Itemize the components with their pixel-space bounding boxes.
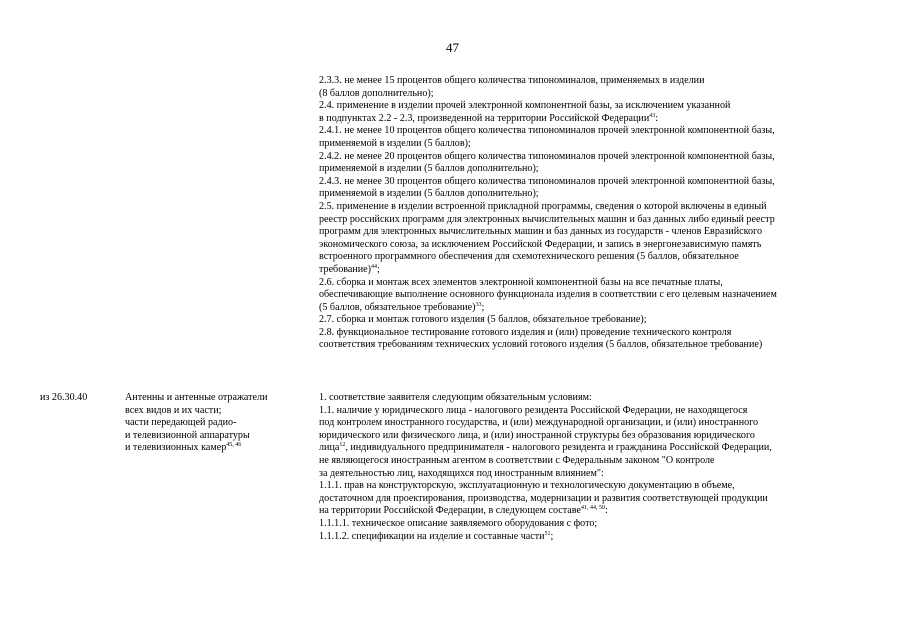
- line-text: 2.5. применение в изделии встроенной прикладной программы, сведения о которой включены в единый: [319, 200, 767, 212]
- line-text: достаточном для проектирования, производства, модернизации и развития соответствующей продукции: [319, 492, 768, 504]
- line-text: 2.4. применение в изделии прочей электронной компонентной базы, за исключением указанной: [319, 100, 731, 112]
- line-text: экономического союза, за исключением Российской Федерации, и запись в энергонезависимую память: [319, 238, 762, 250]
- criteria-line: [319, 151, 879, 164]
- product-code: из 26.30.40: [40, 392, 88, 403]
- line-text: части передающей радио-: [125, 417, 237, 429]
- line-text: на территории Российской Федерации, в следующем составе: [319, 505, 581, 517]
- line-text: 2.8. функциональное тестирование готового изделия и (или) проведение технического контроля: [319, 326, 732, 338]
- line-text: и телевизионной аппаратуры: [125, 429, 250, 441]
- condition-line: [319, 531, 879, 544]
- line-text: применяемой в изделии (5 баллов);: [319, 137, 471, 149]
- line-text: 2.6. сборка и монтаж всех элементов электронной компонентной базы на все печатные платы,: [319, 276, 723, 288]
- condition-line: [319, 417, 879, 430]
- criteria-line: [319, 289, 879, 302]
- line-text: 1. соответствие заявителя следующим обязательным условиям:: [319, 392, 592, 403]
- line-text: (8 баллов дополнительно);: [319, 87, 434, 99]
- product-line: [125, 392, 300, 405]
- footnote-ref: 51: [544, 530, 551, 537]
- condition-line: [319, 480, 879, 493]
- criteria-line: [319, 75, 879, 88]
- line-text: (5 баллов, обязательное требование): [319, 301, 476, 313]
- condition-line: [319, 392, 879, 405]
- line-text: требование): [319, 263, 372, 275]
- footnote-ref: 12: [339, 442, 346, 449]
- criteria-line: [319, 163, 879, 176]
- line-text: реестр российских программ для электронных вычислительных машин и баз данных либо единый реестр: [319, 213, 775, 225]
- criteria-line: [319, 251, 879, 264]
- page-number: 47: [446, 40, 459, 55]
- line-tail: ;: [377, 263, 380, 275]
- line-text: 2.4.1. не менее 10 процентов общего количества типономиналов прочей электронной компонентной базы,: [319, 125, 775, 137]
- criteria-line: [319, 201, 879, 214]
- criteria-line: [319, 125, 879, 138]
- line-text: применяемой в изделии (5 баллов дополнительно);: [319, 163, 539, 175]
- condition-line: [319, 442, 879, 455]
- condition-line: [319, 455, 879, 468]
- criteria-line: [319, 327, 879, 340]
- conditions-block: [319, 392, 879, 543]
- footnote-ref: 43: [649, 112, 656, 119]
- line-text: 1.1.1.2. спецификации на изделие и составные части: [319, 530, 545, 542]
- criteria-line: [319, 113, 879, 126]
- line-text: соответствия требованиям технических условий готового изделия (5 баллов, обязательное требование): [319, 339, 763, 351]
- line-text: за деятельностью лиц, находящихся под иностранным влиянием":: [319, 467, 604, 479]
- criteria-line: [319, 138, 879, 151]
- line-text: 1.1.1. прав на конструкторскую, эксплуатационную и технологическую документацию в объеме,: [319, 480, 735, 492]
- criteria-line: [319, 264, 879, 277]
- criteria-line: [319, 188, 879, 201]
- line-text: встроенного программного обеспечения для схемотехнического решения (5 баллов, обязательное: [319, 251, 739, 263]
- footnote-ref: 45, 46: [226, 442, 242, 449]
- line-text: 2.4.2. не менее 20 процентов общего количества типономиналов прочей электронной компонентной базы,: [319, 150, 775, 162]
- upper-criteria-block: [319, 75, 879, 352]
- criteria-line: [319, 226, 879, 239]
- line-tail: , индивидуального предпринимателя - налогового резидента и гражданина Российской Федерации,: [345, 442, 772, 454]
- condition-line: [319, 493, 879, 506]
- line-text: и телевизионных камер: [125, 442, 227, 454]
- line-text: в подпунктах 2.2 - 2.3, произведенной на территории Российской Федерации: [319, 112, 650, 124]
- criteria-line: [319, 88, 879, 101]
- criteria-line: [319, 214, 879, 227]
- condition-line: [319, 505, 879, 518]
- criteria-line: [319, 302, 879, 315]
- line-text: 2.3.3. не менее 15 процентов общего количества типономиналов, применяемых в изделии: [319, 75, 705, 86]
- product-line: [125, 405, 300, 418]
- condition-line: [319, 405, 879, 418]
- criteria-line: [319, 339, 879, 352]
- condition-line: [319, 468, 879, 481]
- condition-line: [319, 430, 879, 443]
- line-text: под контролем иностранного государства, и (или) международной организации, и (или) иностранного: [319, 417, 759, 429]
- line-text: 1.1. наличие у юридического лица - налогового резидента Российской Федерации, не находящегося: [319, 404, 748, 416]
- criteria-line: [319, 239, 879, 252]
- criteria-line: [319, 176, 879, 189]
- footnote-ref: 41, 44, 50: [580, 505, 605, 512]
- line-tail: :: [604, 505, 608, 517]
- footnote-ref: 44: [371, 263, 378, 270]
- line-text: 1.1.1.1. техническое описание заявляемого оборудования с фото;: [319, 517, 598, 529]
- line-text: Антенны и антенные отражатели: [125, 392, 268, 403]
- product-line: [125, 442, 300, 455]
- line-text: всех видов и их части;: [125, 404, 222, 416]
- product-description: [125, 392, 300, 455]
- line-text: не являющегося иностранным агентом в соответствии с Федеральным законом "О контроле: [319, 454, 715, 466]
- criteria-line: [319, 277, 879, 290]
- footnote-ref: 33: [475, 301, 482, 308]
- line-text: применяемой в изделии (5 баллов дополнительно);: [319, 188, 539, 200]
- product-line: [125, 430, 300, 443]
- line-text: юридического или физического лица, и (или) иностранной структуры без образования юридического: [319, 429, 755, 441]
- criteria-line: [319, 314, 879, 327]
- line-text: обеспечивающие выполнение основного функционала изделия в соответствии с его целевым назначением: [319, 289, 777, 301]
- line-text: 2.4.3. не менее 30 процентов общего количества типономиналов прочей электронной компонентной базы,: [319, 175, 775, 187]
- line-tail: ;: [481, 301, 485, 313]
- line-text: программ для электронных вычислительных машин и баз данных из государств - членов Евразийского: [319, 226, 762, 238]
- product-line: [125, 417, 300, 430]
- line-text: лица: [319, 442, 340, 454]
- line-tail: :: [655, 112, 659, 124]
- condition-line: [319, 518, 879, 531]
- criteria-line: [319, 100, 879, 113]
- line-tail: ;: [550, 530, 554, 542]
- line-text: 2.7. сборка и монтаж готового изделия (5 баллов, обязательное требование);: [319, 314, 647, 326]
